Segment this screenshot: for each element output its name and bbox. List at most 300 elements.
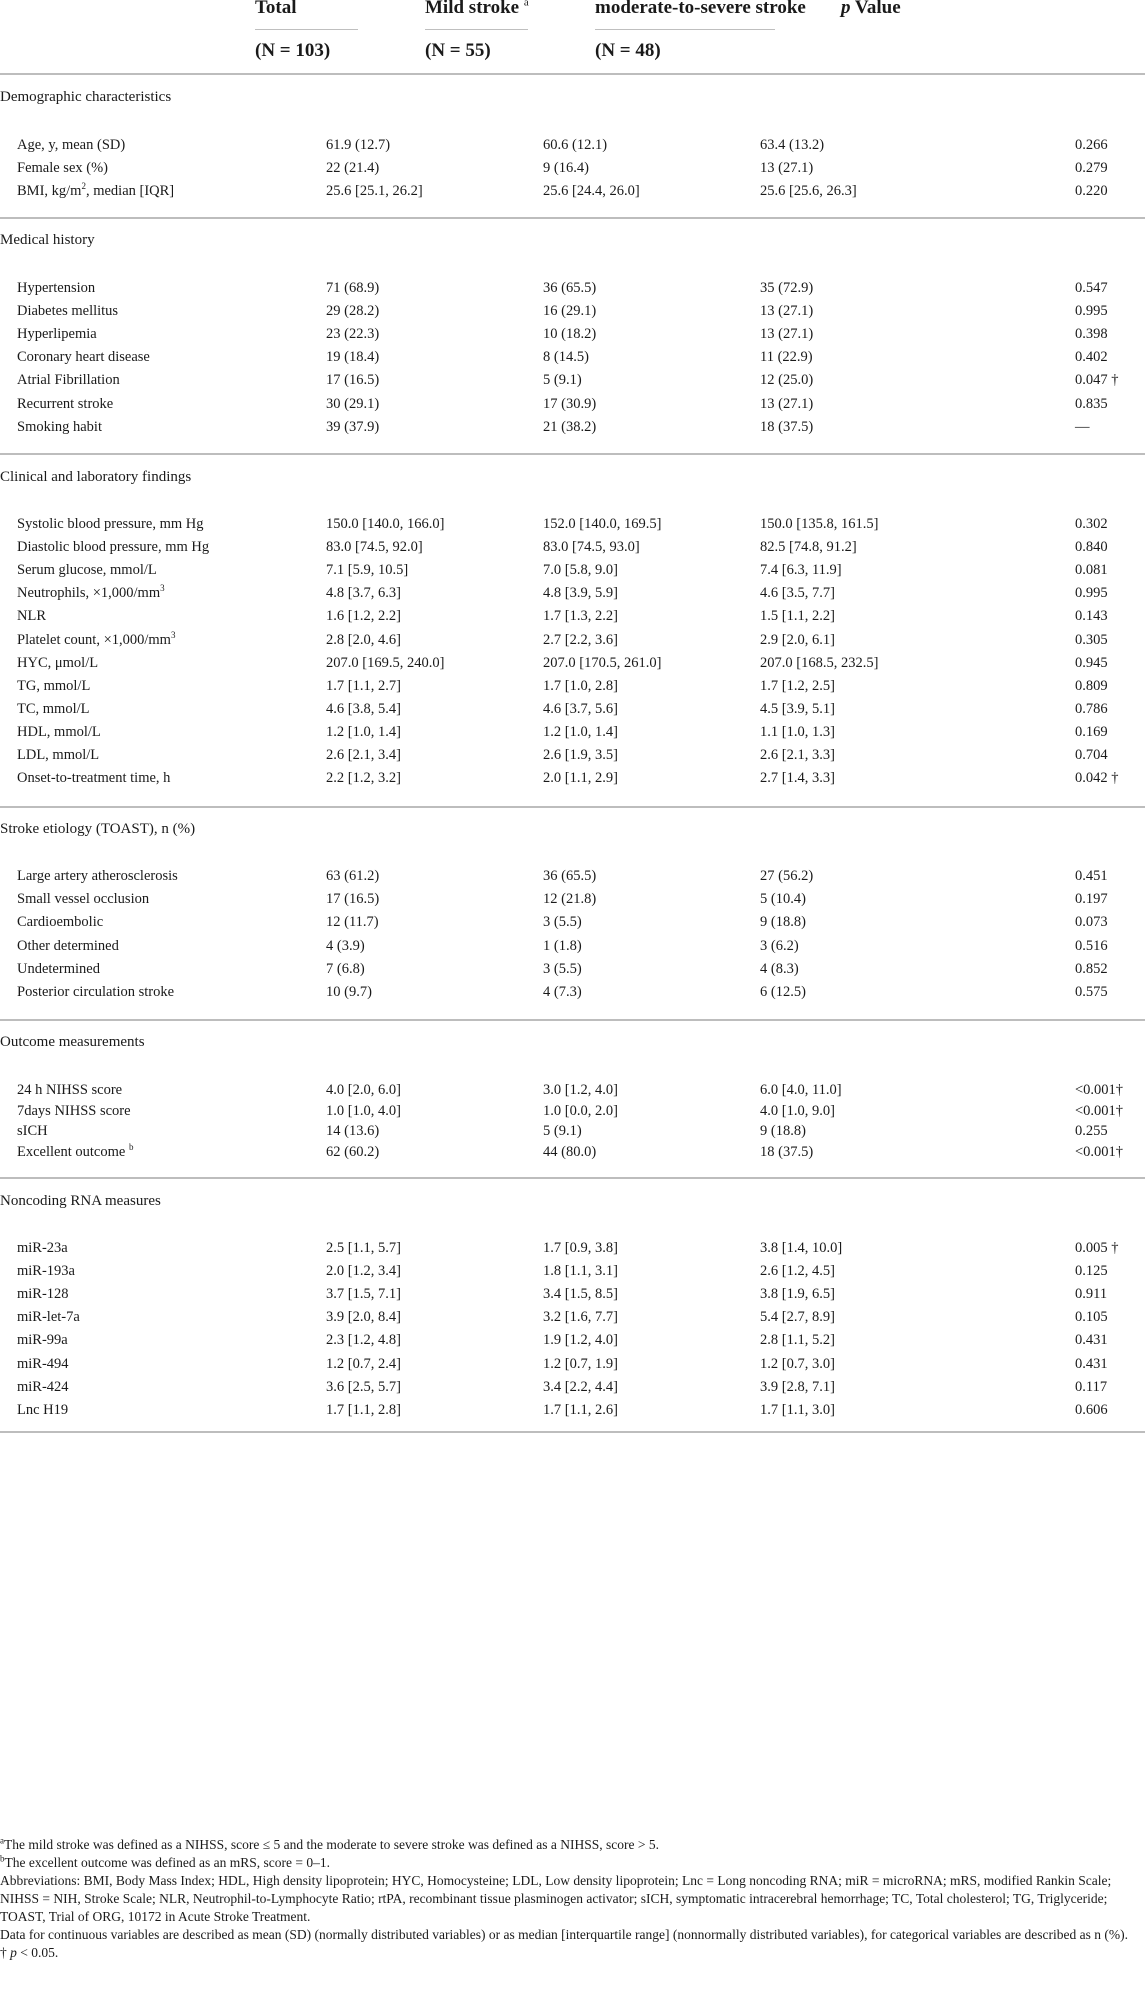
row-label-text: miR-494 (17, 1356, 69, 1372)
cell-moderate: 9 (18.8) (760, 914, 806, 930)
cell-p: <0.001† (1075, 1144, 1124, 1160)
cell-total: 207.0 [169.5, 240.0] (326, 655, 445, 671)
cell-mild: 3.0 [1.2, 4.0] (543, 1082, 618, 1098)
row-label (17, 982, 174, 1002)
section-rule (0, 1431, 1145, 1433)
cell-total: 19 (18.4) (326, 349, 380, 365)
row-label-text: Atrial Fibrillation (17, 372, 120, 388)
header-total-n: (N = 103) (255, 40, 331, 61)
header-mild (425, 0, 529, 19)
row-label (17, 768, 170, 788)
cell-p: 0.117 (1075, 1379, 1108, 1395)
cell-p: 0.840 (1075, 539, 1108, 555)
cell-total: 2.5 [1.1, 5.7] (326, 1240, 401, 1256)
row-label (17, 560, 157, 580)
cell-mild: 25.6 [24.4, 26.0] (543, 183, 640, 199)
cell-mild: 2.0 [1.1, 2.9] (543, 770, 618, 786)
cell-p: 0.302 (1075, 516, 1108, 532)
cell-total: 39 (37.9) (326, 419, 380, 435)
cell-mild: 1.0 [0.0, 2.0] (543, 1103, 618, 1119)
cell-total: 3.7 [1.5, 7.1] (326, 1286, 401, 1302)
row-label (17, 936, 119, 956)
cell-moderate: 11 (22.9) (760, 349, 813, 365)
cell-p: 0.852 (1075, 961, 1108, 977)
cell-moderate: 82.5 [74.8, 91.2] (760, 539, 857, 555)
row-label-text: BMI, kg/m (17, 183, 82, 199)
row-label-text: Diabetes mellitus (17, 303, 119, 319)
table-row (0, 959, 1145, 979)
table-row (0, 722, 1145, 742)
row-label (17, 394, 113, 414)
row-label (17, 158, 108, 178)
cell-total: 4.6 [3.8, 5.4] (326, 701, 401, 717)
cell-p: 0.073 (1075, 914, 1108, 930)
table-row (0, 135, 1145, 155)
cell-moderate: 27 (56.2) (760, 868, 814, 884)
cell-total: 3.9 [2.0, 8.4] (326, 1309, 401, 1325)
cell-p: 0.047 † (1075, 372, 1119, 388)
cell-mild: 3 (5.5) (543, 914, 582, 930)
cell-total: 10 (9.7) (326, 984, 372, 1000)
cell-moderate: 5 (10.4) (760, 891, 806, 907)
table-row (0, 1101, 1145, 1121)
row-label-text: Small vessel occlusion (17, 891, 150, 907)
row-label (17, 583, 165, 603)
row-label (17, 1377, 69, 1397)
cell-mild: 7.0 [5.8, 9.0] (543, 562, 618, 578)
row-label-text: Neutrophils, ×1,000/mm (17, 585, 161, 601)
cell-total: 61.9 (12.7) (326, 137, 391, 153)
cell-moderate: 1.7 [1.2, 2.5] (760, 678, 835, 694)
header-total: Total (255, 0, 297, 18)
table-row (0, 1284, 1145, 1304)
row-label (17, 1121, 48, 1141)
table-row (0, 676, 1145, 696)
cell-p: 0.125 (1075, 1263, 1108, 1279)
cell-moderate: 4.0 [1.0, 9.0] (760, 1103, 835, 1119)
table-row (0, 1142, 1145, 1162)
table-row (0, 347, 1145, 367)
section-title: Demographic characteristics (0, 89, 172, 105)
footnote-data-note: Data for continuous variables are described as mean (SD) (normally distributed variables) or as median [interquartile range] (nonnormally distributed variables), for categorical variables are described as n (%). (0, 1927, 1128, 1942)
header-moderate-underline (595, 29, 775, 30)
row-label-text: Onset-to-treatment time, h (17, 770, 171, 786)
cell-p: 0.575 (1075, 984, 1108, 1000)
table-row (0, 1080, 1145, 1100)
cell-mild: 17 (30.9) (543, 396, 597, 412)
cell-mild: 83.0 [74.5, 93.0] (543, 539, 640, 555)
footnote-a-text: The mild stroke was defined as a NIHSS, score ≤ 5 and the moderate to severe stroke was defined as a NIHSS, score > 5. (4, 1837, 659, 1852)
row-label-text: HYC, μmol/L (17, 655, 99, 671)
row-label (17, 912, 103, 932)
cell-moderate: 4 (8.3) (760, 961, 799, 977)
table-row (0, 1307, 1145, 1327)
row-label-text: NLR (17, 608, 46, 624)
row-label-text: TG, mmol/L (17, 678, 91, 694)
table-row (0, 514, 1145, 534)
cell-mild: 1.7 [0.9, 3.8] (543, 1240, 618, 1256)
row-label (17, 370, 120, 390)
row-label (17, 1307, 80, 1327)
cell-p: 0.606 (1075, 1402, 1108, 1418)
footnote-b (0, 1854, 1145, 1872)
row-label-text: miR-424 (17, 1379, 69, 1395)
row-label (17, 1354, 69, 1374)
row-label (17, 537, 209, 557)
table-row (0, 653, 1145, 673)
cell-moderate: 1.1 [1.0, 1.3] (760, 724, 835, 740)
row-label (17, 959, 100, 979)
cell-total: 7.1 [5.9, 10.5] (326, 562, 409, 578)
table-row (0, 866, 1145, 886)
row-label (17, 1284, 69, 1304)
row-label (17, 653, 98, 673)
footnote-a (0, 1836, 1145, 1854)
table-row (0, 278, 1145, 298)
section-title: Noncoding RNA measures (0, 1193, 161, 1209)
row-label-text: Posterior circulation stroke (17, 984, 175, 1000)
table-row (0, 181, 1145, 201)
cell-p: 0.402 (1075, 349, 1108, 365)
cell-total: 63 (61.2) (326, 868, 380, 884)
cell-moderate: 13 (27.1) (760, 160, 814, 176)
cell-p: 0.143 (1075, 608, 1108, 624)
row-label-superscript: 2 (81, 181, 86, 192)
row-label-text: Platelet count, ×1,000/mm (17, 632, 171, 648)
footnote-b-text: The excellent outcome was defined as an mRS, score = 0–1. (4, 1855, 331, 1870)
cell-mild: 36 (65.5) (543, 280, 597, 296)
cell-moderate: 4.6 [3.5, 7.7] (760, 585, 835, 601)
cell-p: 0.431 (1075, 1332, 1108, 1348)
cell-p: 0.169 (1075, 724, 1108, 740)
row-label (17, 417, 102, 437)
cell-moderate: 2.6 [2.1, 3.3] (760, 747, 835, 763)
cell-mild: 2.7 [2.2, 3.6] (543, 632, 618, 648)
cell-mild: 1.7 [1.3, 2.2] (543, 608, 618, 624)
cell-p: 0.995 (1075, 585, 1108, 601)
cell-total: 7 (6.8) (326, 961, 365, 977)
cell-mild: 1.7 [1.0, 2.8] (543, 678, 618, 694)
header-mild-footnote-mark: a (523, 0, 529, 9)
row-label (17, 745, 99, 765)
cell-p: 0.279 (1075, 160, 1108, 176)
row-label-text: Large artery atherosclerosis (17, 868, 178, 884)
cell-p: 0.945 (1075, 655, 1108, 671)
cell-moderate: 3.9 [2.8, 7.1] (760, 1379, 835, 1395)
table-row (0, 537, 1145, 557)
cell-total: 2.8 [2.0, 4.6] (326, 632, 401, 648)
table-row (0, 1330, 1145, 1350)
footnote-dagger-p: p (10, 1945, 17, 1960)
cell-p: 0.995 (1075, 303, 1108, 319)
header-p-italic: p (841, 0, 851, 18)
row-label-text: TC, mmol/L (17, 701, 90, 717)
cell-moderate: 2.7 [1.4, 3.3] (760, 770, 835, 786)
cell-total: 17 (16.5) (326, 372, 380, 388)
row-label (17, 135, 125, 155)
cell-total: 1.7 [1.1, 2.8] (326, 1402, 401, 1418)
row-label-text: 7days NIHSS score (17, 1103, 131, 1119)
row-label-text: sICH (17, 1123, 48, 1139)
section-title: Stroke etiology (TOAST), n (%) (0, 821, 196, 837)
cell-total: 4.8 [3.7, 6.3] (326, 585, 401, 601)
cell-moderate: 2.9 [2.0, 6.1] (760, 632, 835, 648)
cell-moderate: 2.8 [1.1, 5.2] (760, 1332, 835, 1348)
table-row (0, 158, 1145, 178)
cell-mild: 1.7 [1.1, 2.6] (543, 1402, 618, 1418)
cell-mild: 207.0 [170.5, 261.0] (543, 655, 662, 671)
cell-moderate: 1.2 [0.7, 3.0] (760, 1356, 835, 1372)
cell-moderate: 7.4 [6.3, 11.9] (760, 562, 842, 578)
cell-mild: 4.8 [3.9, 5.9] (543, 585, 618, 601)
table-row (0, 745, 1145, 765)
cell-mild: 1.2 [0.7, 1.9] (543, 1356, 618, 1372)
table-row (0, 301, 1145, 321)
header-mild-label: Mild stroke (425, 0, 520, 18)
cell-moderate: 18 (37.5) (760, 419, 814, 435)
footnote-dagger (0, 1944, 1145, 1962)
cell-moderate: 3.8 [1.4, 10.0] (760, 1240, 843, 1256)
cell-mild: 44 (80.0) (543, 1144, 597, 1160)
cell-total: 1.2 [1.0, 1.4] (326, 724, 401, 740)
cell-total: 71 (68.9) (326, 280, 380, 296)
row-label-text: LDL, mmol/L (17, 747, 100, 763)
table-row (0, 982, 1145, 1002)
section-rule (0, 453, 1145, 455)
row-label-superscript: 3 (160, 583, 165, 594)
row-label (17, 1080, 122, 1100)
cell-p: 0.704 (1075, 747, 1108, 763)
row-label-text: miR-193a (17, 1263, 75, 1279)
row-label (17, 1261, 75, 1281)
row-label-text: Lnc H19 (17, 1402, 69, 1418)
cell-mild: 3 (5.5) (543, 961, 582, 977)
table-row (0, 1400, 1145, 1420)
cell-moderate: 25.6 [25.6, 26.3] (760, 183, 857, 199)
table-row (0, 699, 1145, 719)
row-label (17, 866, 178, 886)
cell-mild: 5 (9.1) (543, 372, 582, 388)
table-row (0, 768, 1145, 788)
row-label-text: Undetermined (17, 961, 100, 977)
row-label-text: Other determined (17, 938, 119, 954)
table-row (0, 606, 1145, 626)
row-label (17, 722, 101, 742)
row-label-text: miR-128 (17, 1286, 69, 1302)
cell-moderate: 3 (6.2) (760, 938, 799, 954)
footnote-dagger-mark: † (0, 1945, 7, 1960)
cell-moderate: 3.8 [1.9, 6.5] (760, 1286, 835, 1302)
row-label (17, 1142, 133, 1162)
cell-moderate: 35 (72.9) (760, 280, 814, 296)
section-title: Clinical and laboratory findings (0, 469, 192, 485)
row-label-text: Coronary heart disease (17, 349, 150, 365)
row-label (17, 301, 118, 321)
row-label-superscript: b (128, 1142, 134, 1153)
table-row (0, 936, 1145, 956)
cell-p: 0.451 (1075, 868, 1108, 884)
row-label (17, 889, 149, 909)
cell-moderate: 63.4 (13.2) (760, 137, 825, 153)
cell-moderate: 13 (27.1) (760, 303, 814, 319)
table-row (0, 889, 1145, 909)
header-moderate-n: (N = 48) (595, 40, 661, 61)
cell-p: 0.911 (1075, 1286, 1108, 1302)
table-row (0, 370, 1145, 390)
section-rule (0, 73, 1145, 75)
footnote-dagger-text: < 0.05. (16, 1945, 59, 1960)
cell-moderate: 13 (27.1) (760, 396, 814, 412)
section-title: Outcome measurements (0, 1034, 145, 1050)
cell-total: 30 (29.1) (326, 396, 380, 412)
cell-total: 23 (22.3) (326, 326, 380, 342)
section-rule (0, 806, 1145, 808)
row-label-text: Systolic blood pressure, mm Hg (17, 516, 204, 532)
cell-mild: 4 (7.3) (543, 984, 582, 1000)
cell-mild: 1.2 [1.0, 1.4] (543, 724, 618, 740)
cell-p: 0.220 (1075, 183, 1108, 199)
header-p-value (841, 0, 901, 19)
cell-p: 0.398 (1075, 326, 1108, 342)
row-label (17, 1330, 68, 1350)
row-label-superscript: 3 (170, 630, 176, 641)
cell-total: 22 (21.4) (326, 160, 380, 176)
cell-total: 1.7 [1.1, 2.7] (326, 678, 401, 694)
cell-total: 14 (13.6) (326, 1123, 380, 1139)
cell-total: 12 (11.7) (326, 914, 379, 930)
cell-p: 0.081 (1075, 562, 1108, 578)
cell-total: 83.0 [74.5, 92.0] (326, 539, 423, 555)
row-label-text: Serum glucose, mmol/L (17, 562, 157, 578)
header-mild-n: (N = 55) (425, 40, 491, 61)
table-row (0, 583, 1145, 603)
cell-moderate: 207.0 [168.5, 232.5] (760, 655, 879, 671)
row-label (17, 278, 95, 298)
table-row (0, 1354, 1145, 1374)
row-label-text: Age, y, mean (SD) (17, 137, 126, 153)
cell-p: 0.809 (1075, 678, 1108, 694)
cell-p: 0.835 (1075, 396, 1108, 412)
cell-total: 62 (60.2) (326, 1144, 380, 1160)
row-label (17, 514, 203, 534)
cell-p: 0.005 † (1075, 1240, 1119, 1256)
cell-moderate: 18 (37.5) (760, 1144, 814, 1160)
cell-total: 1.6 [1.2, 2.2] (326, 608, 401, 624)
cell-moderate: 6.0 [4.0, 11.0] (760, 1082, 842, 1098)
row-label-text: Hyperlipemia (17, 326, 97, 342)
cell-total: 4 (3.9) (326, 938, 365, 954)
cell-total: 3.6 [2.5, 5.7] (326, 1379, 401, 1395)
row-label-text: HDL, mmol/L (17, 724, 101, 740)
table-row (0, 1377, 1145, 1397)
cell-total: 2.0 [1.2, 3.4] (326, 1263, 401, 1279)
header-moderate: moderate-to-severe stroke (595, 0, 806, 18)
cell-mild: 1.9 [1.2, 4.0] (543, 1332, 618, 1348)
cell-moderate: 2.6 [1.2, 4.5] (760, 1263, 835, 1279)
cell-mild: 16 (29.1) (543, 303, 597, 319)
table-row (0, 324, 1145, 344)
cell-p: 0.786 (1075, 701, 1108, 717)
cell-mild: 60.6 (12.1) (543, 137, 608, 153)
cell-moderate: 6 (12.5) (760, 984, 806, 1000)
row-label-text: Excellent outcome (17, 1144, 129, 1160)
cell-total: 17 (16.5) (326, 891, 380, 907)
table-row (0, 1121, 1145, 1141)
row-label-text: Hypertension (17, 280, 96, 296)
footnote-abbreviations: Abbreviations: BMI, Body Mass Index; HDL, High density lipoprotein; HYC, Homocysteine; LDL, Low density lipoprotein; Lnc = Long noncoding RNA; miR = microRNA; mRS, modified Rankin Scale; NIHSS = NIH, Stroke Scale; NLR, Neutrophil-to-Lymphocyte Ratio; rtPA, recombinant tissue plasminogen activator; sICH, symptomatic intracerebral hemorrhage; TC, Total cholesterol; TG, Triglyceride; TOAST, Trial of ORG, 10172 in Acute Stroke Treatment. (0, 1873, 1112, 1924)
cell-mild: 36 (65.5) (543, 868, 597, 884)
row-label-text: Female sex (%) (17, 160, 108, 176)
table-row (0, 417, 1145, 437)
row-label (17, 676, 90, 696)
section-title: Medical history (0, 232, 95, 248)
cell-mild: 9 (16.4) (543, 160, 589, 176)
cell-mild: 1.8 [1.1, 3.1] (543, 1263, 618, 1279)
footnote-b-mark: b (0, 1853, 5, 1864)
table-row (0, 630, 1145, 650)
cell-mild: 2.6 [1.9, 3.5] (543, 747, 618, 763)
cell-mild: 10 (18.2) (543, 326, 597, 342)
row-label-text: 24 h NIHSS score (17, 1082, 123, 1098)
cell-moderate: 1.7 [1.1, 3.0] (760, 1402, 835, 1418)
table-row (0, 560, 1145, 580)
cell-total: 2.2 [1.2, 3.2] (326, 770, 401, 786)
cell-p: 0.105 (1075, 1309, 1108, 1325)
row-label (17, 1101, 131, 1121)
row-label (17, 699, 90, 719)
row-label (17, 1238, 68, 1258)
cell-total: 2.6 [2.1, 3.4] (326, 747, 401, 763)
cell-moderate: 13 (27.1) (760, 326, 814, 342)
header-total-underline (255, 29, 358, 30)
cell-p: <0.001† (1075, 1082, 1124, 1098)
cell-p: 0.305 (1075, 632, 1108, 648)
cell-mild: 3.4 [1.5, 8.5] (543, 1286, 618, 1302)
header-mild-underline (425, 29, 528, 30)
cell-p: 0.547 (1075, 280, 1108, 296)
cell-p: — (1075, 419, 1090, 435)
row-label (17, 181, 174, 201)
row-label-text: Cardioembolic (17, 914, 104, 930)
cell-total: 2.3 [1.2, 4.8] (326, 1332, 401, 1348)
row-label (17, 347, 150, 367)
row-label (17, 324, 97, 344)
section-rule (0, 1019, 1145, 1021)
row-label-suffix: , median [IQR] (85, 183, 175, 199)
cell-moderate: 150.0 [135.8, 161.5] (760, 516, 879, 532)
row-label (17, 630, 175, 650)
cell-mild: 21 (38.2) (543, 419, 597, 435)
cell-p: 0.042 † (1075, 770, 1119, 786)
cell-p: <0.001† (1075, 1103, 1124, 1119)
cell-total: 29 (28.2) (326, 303, 380, 319)
row-label-text: Smoking habit (17, 419, 102, 435)
row-label (17, 606, 46, 626)
cell-total: 150.0 [140.0, 166.0] (326, 516, 445, 532)
table-row (0, 394, 1145, 414)
cell-moderate: 5.4 [2.7, 8.9] (760, 1309, 835, 1325)
table-row (0, 1261, 1145, 1281)
cell-mild: 1 (1.8) (543, 938, 582, 954)
cell-total: 4.0 [2.0, 6.0] (326, 1082, 401, 1098)
row-label-text: miR-let-7a (17, 1309, 80, 1325)
row-label-text: miR-99a (17, 1332, 68, 1348)
cell-mild: 3.4 [2.2, 4.4] (543, 1379, 618, 1395)
cell-p: 0.431 (1075, 1356, 1108, 1372)
cell-p: 0.255 (1075, 1123, 1108, 1139)
cell-p: 0.197 (1075, 891, 1108, 907)
cell-mild: 152.0 [140.0, 169.5] (543, 516, 662, 532)
